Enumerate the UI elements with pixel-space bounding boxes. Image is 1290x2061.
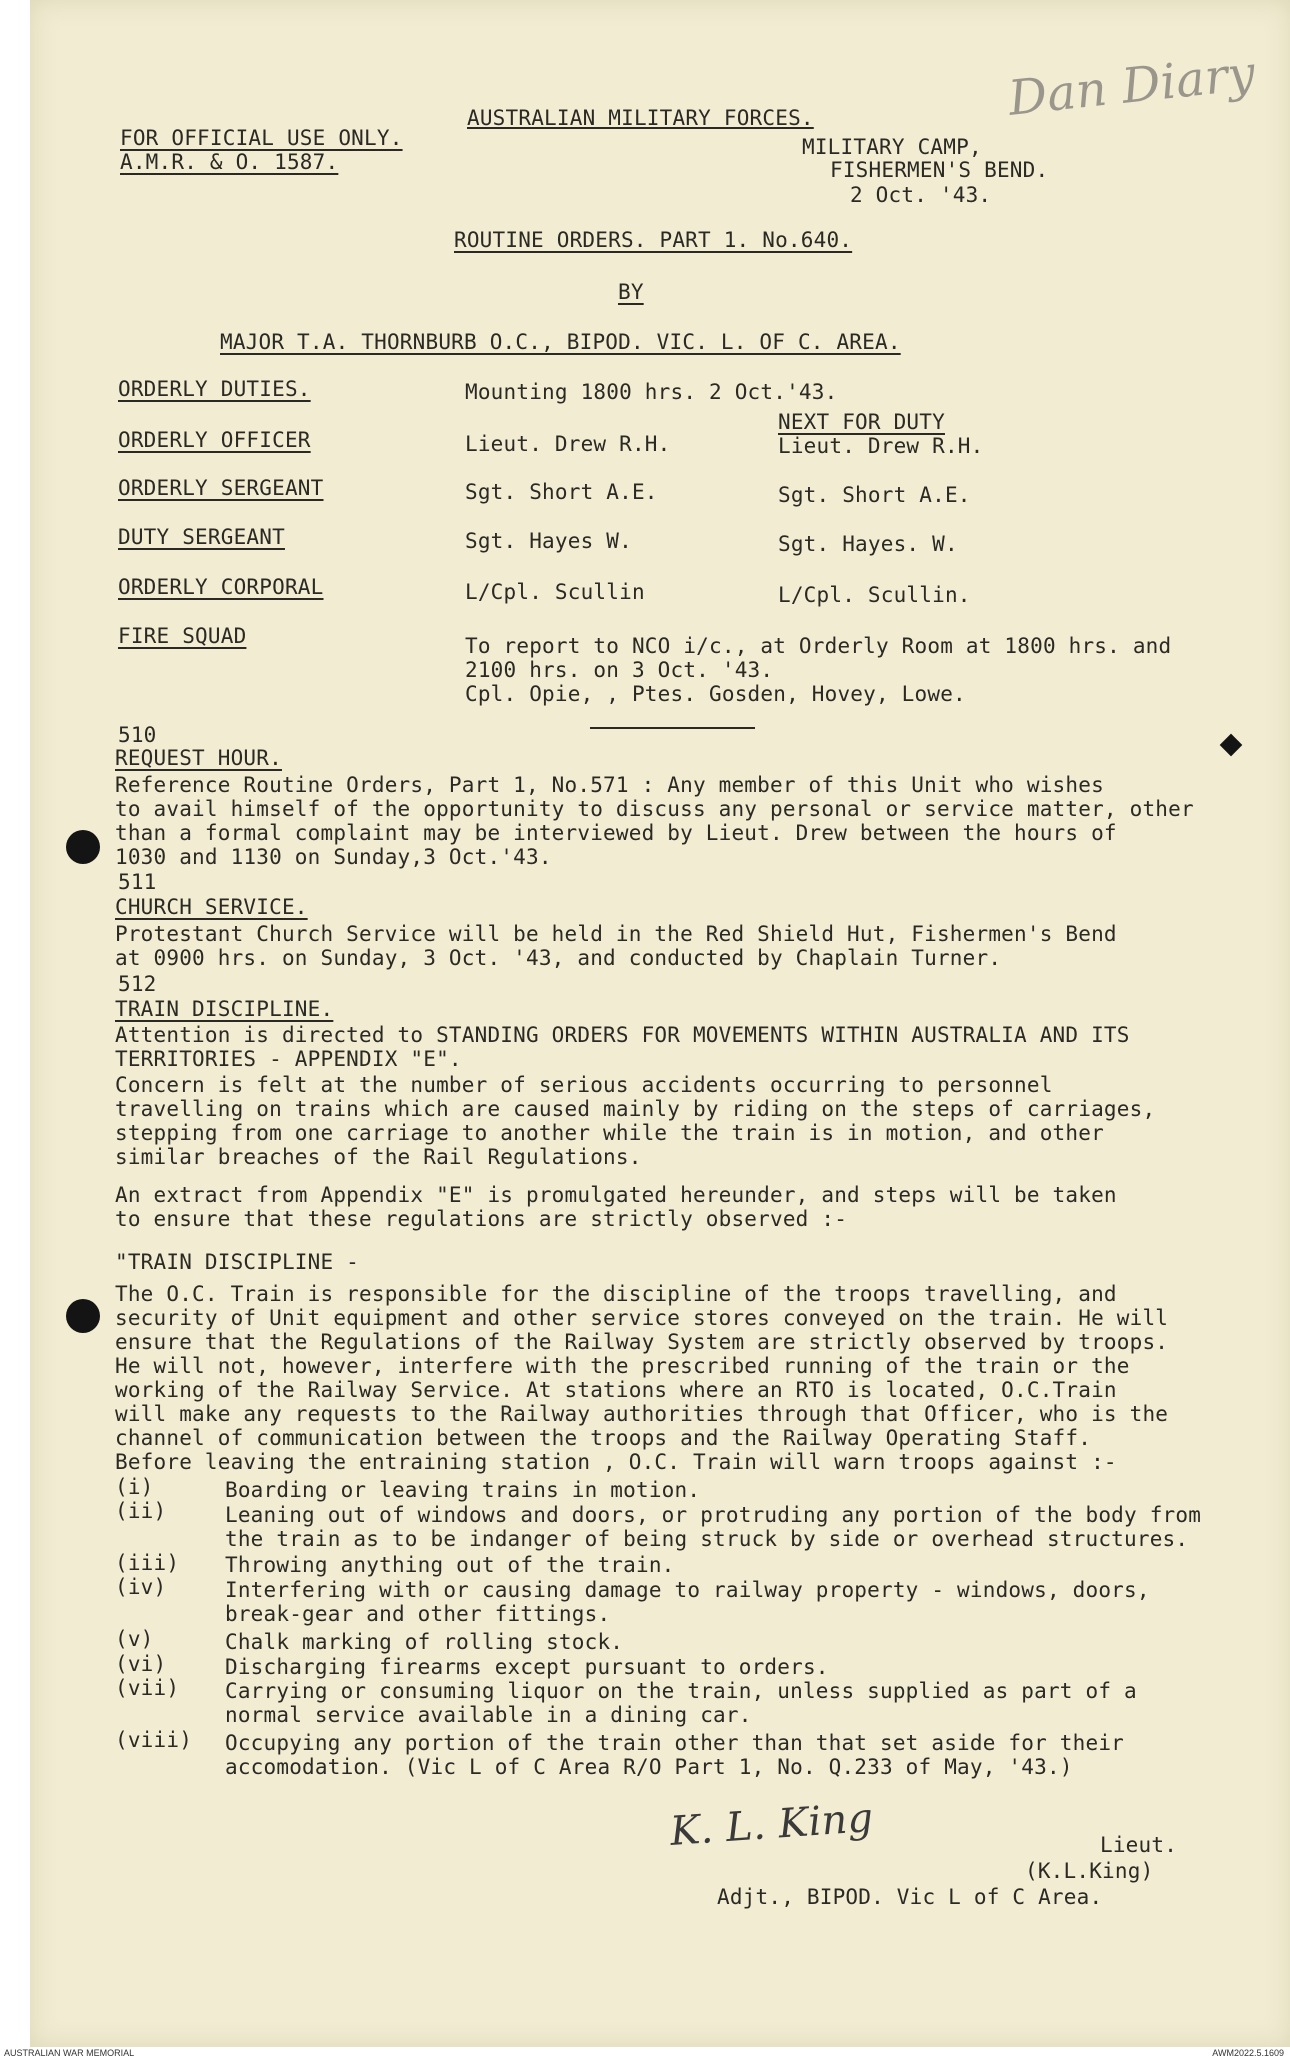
fire-squad-line: To report to NCO i/c., at Orderly Room at 1800 hrs. and: [465, 634, 1172, 658]
signature: K. L. King: [668, 1794, 875, 1856]
fire-squad-line: 2100 hrs. on 3 Oct. '43.: [465, 658, 774, 682]
order-line: Reference Routine Orders, Part 1, No.571 : Any member of this Unit who wishes: [115, 773, 1104, 797]
item-line: Discharging firearms except pursuant to orders.: [225, 1655, 829, 1679]
duty-next: Lieut. Drew R.H.: [778, 434, 984, 458]
order-line: Protestant Church Service will be held in the Red Shield Hut, Fishermen's Bend: [115, 922, 1117, 946]
duty-current: L/Cpl. Scullin: [465, 580, 645, 604]
document-date: 2 Oct. '43.: [850, 183, 992, 207]
fire-squad-line: Cpl. Opie, , Ptes. Gosden, Hovey, Lowe.: [465, 682, 966, 706]
extract-line: Before leaving the entraining station , O.C. Train will warn troops against :-: [115, 1450, 1117, 1474]
document-page: [30, 0, 1290, 2047]
duty-current: Sgt. Hayes W.: [465, 529, 632, 553]
duty-current: Lieut. Drew R.H.: [465, 432, 671, 456]
authority-line: MAJOR T.A. THORNBURB O.C., BIPOD. VIC. L. OF C. AREA.: [220, 330, 901, 354]
item-line: Leaning out of windows and doors, or protruding any portion of the body from: [225, 1503, 1202, 1527]
extract-line: ensure that the Regulations of the Railway System are strictly observed by troops.: [115, 1330, 1169, 1354]
order-heading: REQUEST HOUR.: [115, 746, 282, 770]
extract-line: The O.C. Train is responsible for the discipline of the troops travelling, and: [115, 1282, 1117, 1306]
order-number: 511: [118, 870, 157, 894]
next-for-duty-heading: NEXT FOR DUTY: [778, 410, 945, 434]
item-line: normal service available in a dining car.: [225, 1703, 752, 1727]
order-line: similar breaches of the Rail Regulations.: [115, 1145, 642, 1169]
organisation-title: AUSTRALIAN MILITARY FORCES.: [467, 106, 814, 130]
item-number: (ii): [115, 1499, 167, 1523]
order-line: 1030 and 1130 on Sunday,3 Oct.'43.: [115, 845, 552, 869]
punch-hole-bottom: [66, 1299, 100, 1333]
item-line: accomodation. (Vic L of C Area R/O Part 1, No. Q.233 of May, '43.): [225, 1755, 1073, 1779]
signatory-rank: Lieut.: [1100, 1833, 1178, 1857]
extract-line: will make any requests to the Railway authorities through that Officer, who is the: [115, 1402, 1169, 1426]
duty-next: Sgt. Hayes. W.: [778, 532, 958, 556]
order-line: An extract from Appendix "E" is promulgated hereunder, and steps will be taken: [115, 1183, 1117, 1207]
classification: FOR OFFICIAL USE ONLY.: [120, 126, 403, 150]
signatory-appointment: Adjt., BIPOD. Vic L of C Area.: [717, 1885, 1103, 1909]
extract-line: channel of communication between the troops and the Railway Operating Staff.: [115, 1426, 1092, 1450]
item-number: (iv): [115, 1575, 167, 1599]
location-line2: FISHERMEN'S BEND.: [830, 158, 1049, 182]
item-line: Interfering with or causing damage to railway property - windows, doors,: [225, 1578, 1150, 1602]
duty-next: L/Cpl. Scullin.: [778, 583, 971, 607]
item-number: (viii): [115, 1728, 193, 1752]
item-line: break-gear and other fittings.: [225, 1602, 611, 1626]
orderly-duties-heading: ORDERLY DUTIES.: [118, 377, 311, 401]
archive-reference: AWM2022.5.1609: [1212, 2048, 1284, 2058]
mounting-time: Mounting 1800 hrs. 2 Oct.'43.: [465, 380, 838, 404]
item-line: Throwing anything out of the train.: [225, 1553, 675, 1577]
section-divider: [590, 727, 755, 729]
item-line: the train as to be indanger of being struck by side or overhead structures.: [225, 1527, 1189, 1551]
extract-line: security of Unit equipment and other service stores conveyed on the train. He will: [115, 1306, 1169, 1330]
order-line: TERRITORIES - APPENDIX "E".: [115, 1047, 462, 1071]
item-number: (iii): [115, 1551, 180, 1575]
item-number: (i): [115, 1475, 154, 1499]
order-line: to ensure that these regulations are strictly observed :-: [115, 1207, 848, 1231]
duty-next: Sgt. Short A.E.: [778, 483, 971, 507]
extract-heading: "TRAIN DISCIPLINE -: [115, 1250, 360, 1274]
archive-name: AUSTRALIAN WAR MEMORIAL: [4, 2048, 135, 2058]
duty-current: Sgt. Short A.E.: [465, 480, 658, 504]
archive-footer: [0, 2047, 1290, 2061]
location-line1: MILITARY CAMP,: [802, 135, 982, 159]
order-line: Concern is felt at the number of serious accidents occurring to personnel: [115, 1073, 1053, 1097]
order-line: travelling on trains which are caused mainly by riding on the steps of carriages,: [115, 1097, 1156, 1121]
order-heading: CHURCH SERVICE.: [115, 895, 308, 919]
fire-squad-role: FIRE SQUAD: [118, 624, 247, 648]
signatory-name: (K.L.King): [1025, 1859, 1154, 1883]
item-number: (vii): [115, 1676, 180, 1700]
order-number: 510: [118, 723, 157, 747]
item-line: Boarding or leaving trains in motion.: [225, 1478, 701, 1502]
duty-role: DUTY SERGEANT: [118, 525, 285, 549]
item-number: (vi): [115, 1652, 167, 1676]
extract-line: He will not, however, interfere with the prescribed running of the train or the: [115, 1354, 1130, 1378]
order-heading: TRAIN DISCIPLINE.: [115, 997, 334, 1021]
order-number: 512: [118, 972, 157, 996]
duty-role: ORDERLY OFFICER: [118, 428, 311, 452]
extract-line: working of the Railway Service. At stations where an RTO is located, O.C.Train: [115, 1378, 1117, 1402]
order-line: to avail himself of the opportunity to discuss any personal or service matter, other: [115, 797, 1194, 821]
routine-orders-title: ROUTINE ORDERS. PART 1. No.640.: [454, 228, 853, 252]
order-line: than a formal complaint may be interviewed by Lieut. Drew between the hours of: [115, 821, 1117, 845]
order-line: stepping from one carriage to another while the train is in motion, and other: [115, 1121, 1104, 1145]
item-line: Occupying any portion of the train other than that set aside for their: [225, 1731, 1125, 1755]
duty-role: ORDERLY CORPORAL: [118, 575, 324, 599]
item-line: Carrying or consuming liquor on the train, unless supplied as part of a: [225, 1679, 1137, 1703]
handwritten-annotation: Dan Diary: [1005, 45, 1258, 127]
punch-hole-top: [66, 830, 100, 864]
edge-mark: [1220, 734, 1243, 757]
order-line: Attention is directed to STANDING ORDERS FOR MOVEMENTS WITHIN AUSTRALIA AND ITS: [115, 1023, 1130, 1047]
order-line: at 0900 hrs. on Sunday, 3 Oct. '43, and conducted by Chaplain Turner.: [115, 946, 1002, 970]
item-number: (v): [115, 1627, 154, 1651]
duty-role: ORDERLY SERGEANT: [118, 476, 324, 500]
by-label: BY: [618, 280, 644, 304]
item-line: Chalk marking of rolling stock.: [225, 1630, 624, 1654]
reference-number: A.M.R. & O. 1587.: [120, 150, 339, 174]
